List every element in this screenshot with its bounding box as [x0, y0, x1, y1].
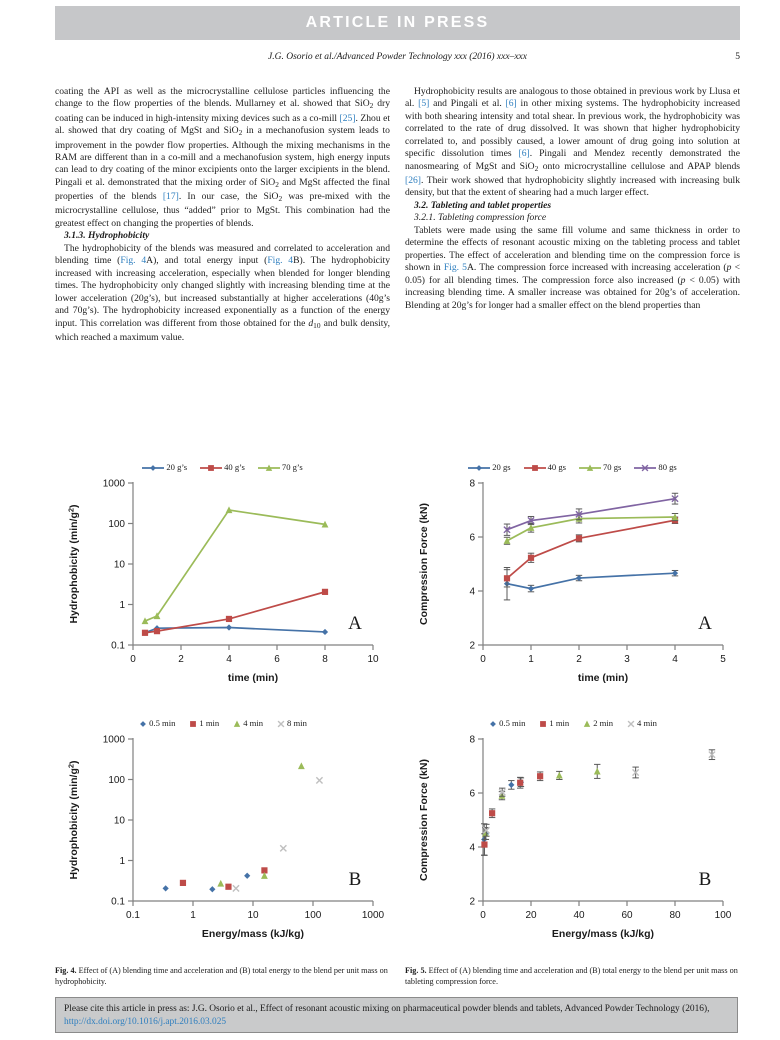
svg-text:0: 0 [130, 654, 136, 665]
svg-text:10: 10 [247, 910, 259, 921]
svg-text:2: 2 [469, 896, 475, 908]
legend-marker-icon [276, 719, 285, 728]
svg-text:time (min): time (min) [577, 672, 629, 684]
page-number: 5 [735, 52, 740, 62]
svg-text:Energy/mass (kJ/kg): Energy/mass (kJ/kg) [201, 928, 305, 940]
svg-text:Compression Force (kN): Compression Force (kN) [418, 503, 430, 625]
legend-label: 20 gs [492, 462, 511, 472]
legend-label: 2 min [593, 718, 614, 728]
svg-text:10: 10 [113, 559, 125, 571]
legend-label: 1 min [199, 718, 220, 728]
heading-compression-force: 3.2.1. Tableting compression force [414, 212, 547, 224]
svg-text:10: 10 [367, 654, 379, 665]
legend-marker-icon [142, 463, 164, 472]
svg-text:6: 6 [469, 788, 475, 800]
svg-text:80: 80 [669, 910, 681, 921]
svg-text:4: 4 [469, 586, 475, 598]
legend-item-2-min [582, 718, 613, 728]
right-text-column [405, 86, 740, 312]
svg-text:Energy/mass (kJ/kg): Energy/mass (kJ/kg) [551, 928, 655, 940]
right-paragraph-2: Tablets were made using the same fill volume and same thickness in order to determine the effects of resonant acoustic mixing on the tableting process and tablet properties. The effect of acceleration and blending time on the compression force is shown in Fig. 5A. The compression force increased with increasing acceleration (p < 0.05) for all blending times. The compression force also increased (p < 0.05) with increasing blending time. A smaller increase was obtained for 20g’s of acceleration. Blending at 20g’s for longer had a smaller effect on the blend properties than [405, 224, 740, 311]
svg-text:0: 0 [480, 910, 486, 921]
svg-text:A: A [698, 613, 712, 634]
svg-text:0: 0 [480, 654, 486, 665]
legend-item-70-g-s [258, 462, 303, 472]
svg-text:8: 8 [322, 654, 328, 665]
svg-text:4: 4 [672, 654, 678, 665]
legend-item-4-min [626, 718, 657, 728]
svg-text:2: 2 [576, 654, 582, 665]
svg-text:40: 40 [573, 910, 585, 921]
figure-5a [405, 455, 740, 703]
legend-marker-icon [138, 719, 147, 728]
svg-text:1000: 1000 [361, 910, 385, 921]
legend-label: 20 g’s [166, 462, 188, 472]
figure-5-caption [405, 966, 740, 987]
svg-text:10: 10 [113, 815, 125, 827]
svg-text:1000: 1000 [102, 478, 125, 490]
figure-5a-plot [405, 473, 740, 701]
figure-5b [405, 711, 740, 959]
svg-text:Hydrophobicity (min/g2): Hydrophobicity $(\min/g^2)$ [66, 504, 80, 624]
figure-5b-plot [405, 729, 740, 957]
svg-text:100: 100 [714, 910, 732, 921]
svg-text:3: 3 [624, 654, 630, 665]
svg-text:5: 5 [720, 654, 726, 665]
running-head [55, 52, 740, 68]
svg-text:6: 6 [274, 654, 280, 665]
svg-text:20: 20 [525, 910, 537, 921]
svg-text:time (min): time (min) [227, 672, 279, 684]
running-head-citation: J.G. Osorio et al./Advanced Powder Technology xxx (2016) xxx–xxx [268, 52, 527, 62]
legend-item-80-gs [634, 462, 676, 472]
figure-5-caption-label: Fig. 5. [405, 966, 427, 975]
doi-link[interactable]: http://dx.doi.org/10.1016/j.apt.2016.03.025 [64, 1017, 227, 1027]
legend-item-20-g-s [142, 462, 187, 472]
legend-label: 40 g’s [224, 462, 245, 472]
cite-this-article-box [55, 997, 738, 1033]
article-in-press-banner [55, 6, 740, 40]
svg-text:1: 1 [119, 600, 125, 612]
legend-item-20-gs [468, 462, 510, 472]
svg-text:8: 8 [469, 734, 475, 746]
svg-text:100: 100 [304, 910, 322, 921]
svg-text:1: 1 [119, 856, 125, 868]
figure-4-caption [55, 966, 390, 987]
svg-text:4: 4 [469, 842, 475, 854]
legend-item-4-min [232, 718, 263, 728]
figure-4-caption-text: Effect of (A) blending time and acceleration and (B) total energy to the blend per unit mass on hydrophobicity. [55, 966, 388, 986]
figure-4-caption-label: Fig. 4. [55, 966, 77, 975]
svg-text:8: 8 [469, 478, 475, 490]
legend-label: 70 gs [603, 462, 622, 472]
cite-text: Please cite this article in press as: J.G. Osorio et al., Effect of resonant acoustic mixing on pharmaceutical powder blends and tablets, Advanced Powder Technology (2016), [64, 1004, 710, 1014]
legend-label: 4 min [243, 718, 264, 728]
legend-item-40-gs [524, 462, 566, 472]
legend-item-40-g-s [200, 462, 245, 472]
heading-hydrophobicity: 3.1.3. Hydrophobicity [64, 230, 150, 242]
legend-marker-icon [524, 463, 546, 472]
figure-4b-plot [55, 729, 390, 957]
article-in-press-label: ARTICLE IN PRESS [305, 14, 490, 31]
legend-marker-icon [579, 463, 601, 472]
left-text-column [55, 86, 390, 344]
figure-4b [55, 711, 390, 959]
legend-marker-icon [626, 719, 635, 728]
svg-text:60: 60 [621, 910, 633, 921]
svg-text:Compression Force (kN): Compression Force (kN) [418, 759, 430, 881]
svg-text:1: 1 [190, 910, 196, 921]
legend-label: 0.5 min [499, 718, 526, 728]
legend-item-8-min [276, 718, 307, 728]
svg-text:2: 2 [178, 654, 184, 665]
legend-marker-icon [232, 719, 241, 728]
svg-text:0.1: 0.1 [111, 640, 125, 652]
legend-label: 8 min [287, 718, 307, 728]
legend-marker-icon [538, 719, 547, 728]
legend-marker-icon [188, 719, 197, 728]
figure-5-caption-text: Effect of (A) blending time and acceleration and (B) total energy to the blend per unit mass on tableting compression force. [405, 966, 738, 986]
figure-4a [55, 455, 390, 703]
figure-4a-plot [55, 473, 390, 701]
legend-label: 4 min [637, 718, 657, 728]
svg-text:Hydrophobicity (min/g2): Hydrophobicity $(\min/g^2)$ [66, 760, 80, 880]
svg-text:4: 4 [226, 654, 232, 665]
svg-text:6: 6 [469, 532, 475, 544]
left-paragraph-1: coating the API as well as the microcrystalline cellulose particles influencing the change to the flow properties of the blends. Mullarney et al. showed that SiO$_2$ dry coating can be induced in high-intensity mixing devices such as a co-mill [25]. Zhou et al. showed that dry coating of MgSt and SiO$_2$ in a mechanofusion system leads to improvement in the powder flow properties. Although the mixing mechanisms in the RAM are different than in a co-mill and a mechanofusion system, high energy inputs can lead to dry coating of the minor excipients onto the larger excipients in the blend. Pingali et al. demonstrated that the mixing order of SiO$_2$ and MgSt affected the final properties of the blends [17]. In our case, the SiO$_2$ was pre-mixed with the microcrystalline cellulose, thus “added” prior to MgSt. This combination had the greatest effect on changing the properties of blends. [55, 86, 391, 229]
figures-area [55, 455, 740, 960]
svg-text:2: 2 [469, 640, 475, 652]
legend-label: 40 gs [547, 462, 566, 472]
legend-marker-icon [488, 719, 497, 728]
legend-label: 1 min [549, 718, 570, 728]
legend-item-1-min [538, 718, 569, 728]
legend-label: 0.5 min [149, 718, 176, 728]
legend-marker-icon [468, 463, 490, 472]
svg-text:0.1: 0.1 [126, 910, 140, 921]
legend-item-0-5-min [138, 718, 175, 728]
legend-label: 70 g’s [281, 462, 303, 472]
svg-text:1000: 1000 [102, 734, 125, 746]
svg-text:1: 1 [528, 654, 534, 665]
legend-marker-icon [582, 719, 591, 728]
right-paragraph-1: Hydrophobicity results are analogous to those obtained in previous work by Llusa et al. [5] and Pingali et al. [6] in other mixing systems. The hydrophobicity increased with both shearing intensity and total shear. In previous work, the hydrophobicity was correlated to the rate of drug dissolved. It was shown that higher hydrophobicity correlated to, and possibly caused, a lower amount of drug going into solution at specific dissolution times [6]. Pingali and Mendez recently demonstrated the nanosmearing of MgSt and SiO$_2$ onto microcrystalline cellulose and APAP blends [26]. Their work showed that hydrophobicity slightly increased with increasing bulk density, but that the extent of shearing had a much larger effect. [405, 86, 740, 199]
svg-text:A: A [348, 613, 362, 634]
left-paragraph-2: The hydrophobicity of the blends was measured and correlated to acceleration and blending time (Fig. 4A), and total energy input (Fig. 4B). The hydrophobicity increased with increasing acceleration, especially when blended for longer blending times. The hydrophobicity only changed slightly with increasing blending time at the lower acceleration (20g’s), but increased substantially at higher accelerations (40g’s and 70g’s). The hydrophobicity increased exponentially as a function of the energy input. This correlation was different from those obtained for the $d_{10}$ and bulk density, which reached a maximum value. [55, 242, 390, 343]
svg-text:100: 100 [108, 775, 125, 787]
legend-item-0-5-min [488, 718, 525, 728]
heading-tableting: 3.2. Tableting and tablet properties [414, 199, 552, 211]
legend-marker-icon [258, 463, 280, 472]
svg-text:B: B [348, 869, 362, 890]
legend-marker-icon [634, 463, 656, 472]
legend-label: 80 gs [658, 462, 677, 472]
legend-marker-icon [200, 463, 222, 472]
svg-text:100: 100 [108, 519, 125, 531]
svg-text:0.1: 0.1 [111, 896, 125, 908]
svg-text:B: B [698, 869, 712, 890]
legend-item-1-min [188, 718, 219, 728]
legend-item-70-gs [579, 462, 621, 472]
